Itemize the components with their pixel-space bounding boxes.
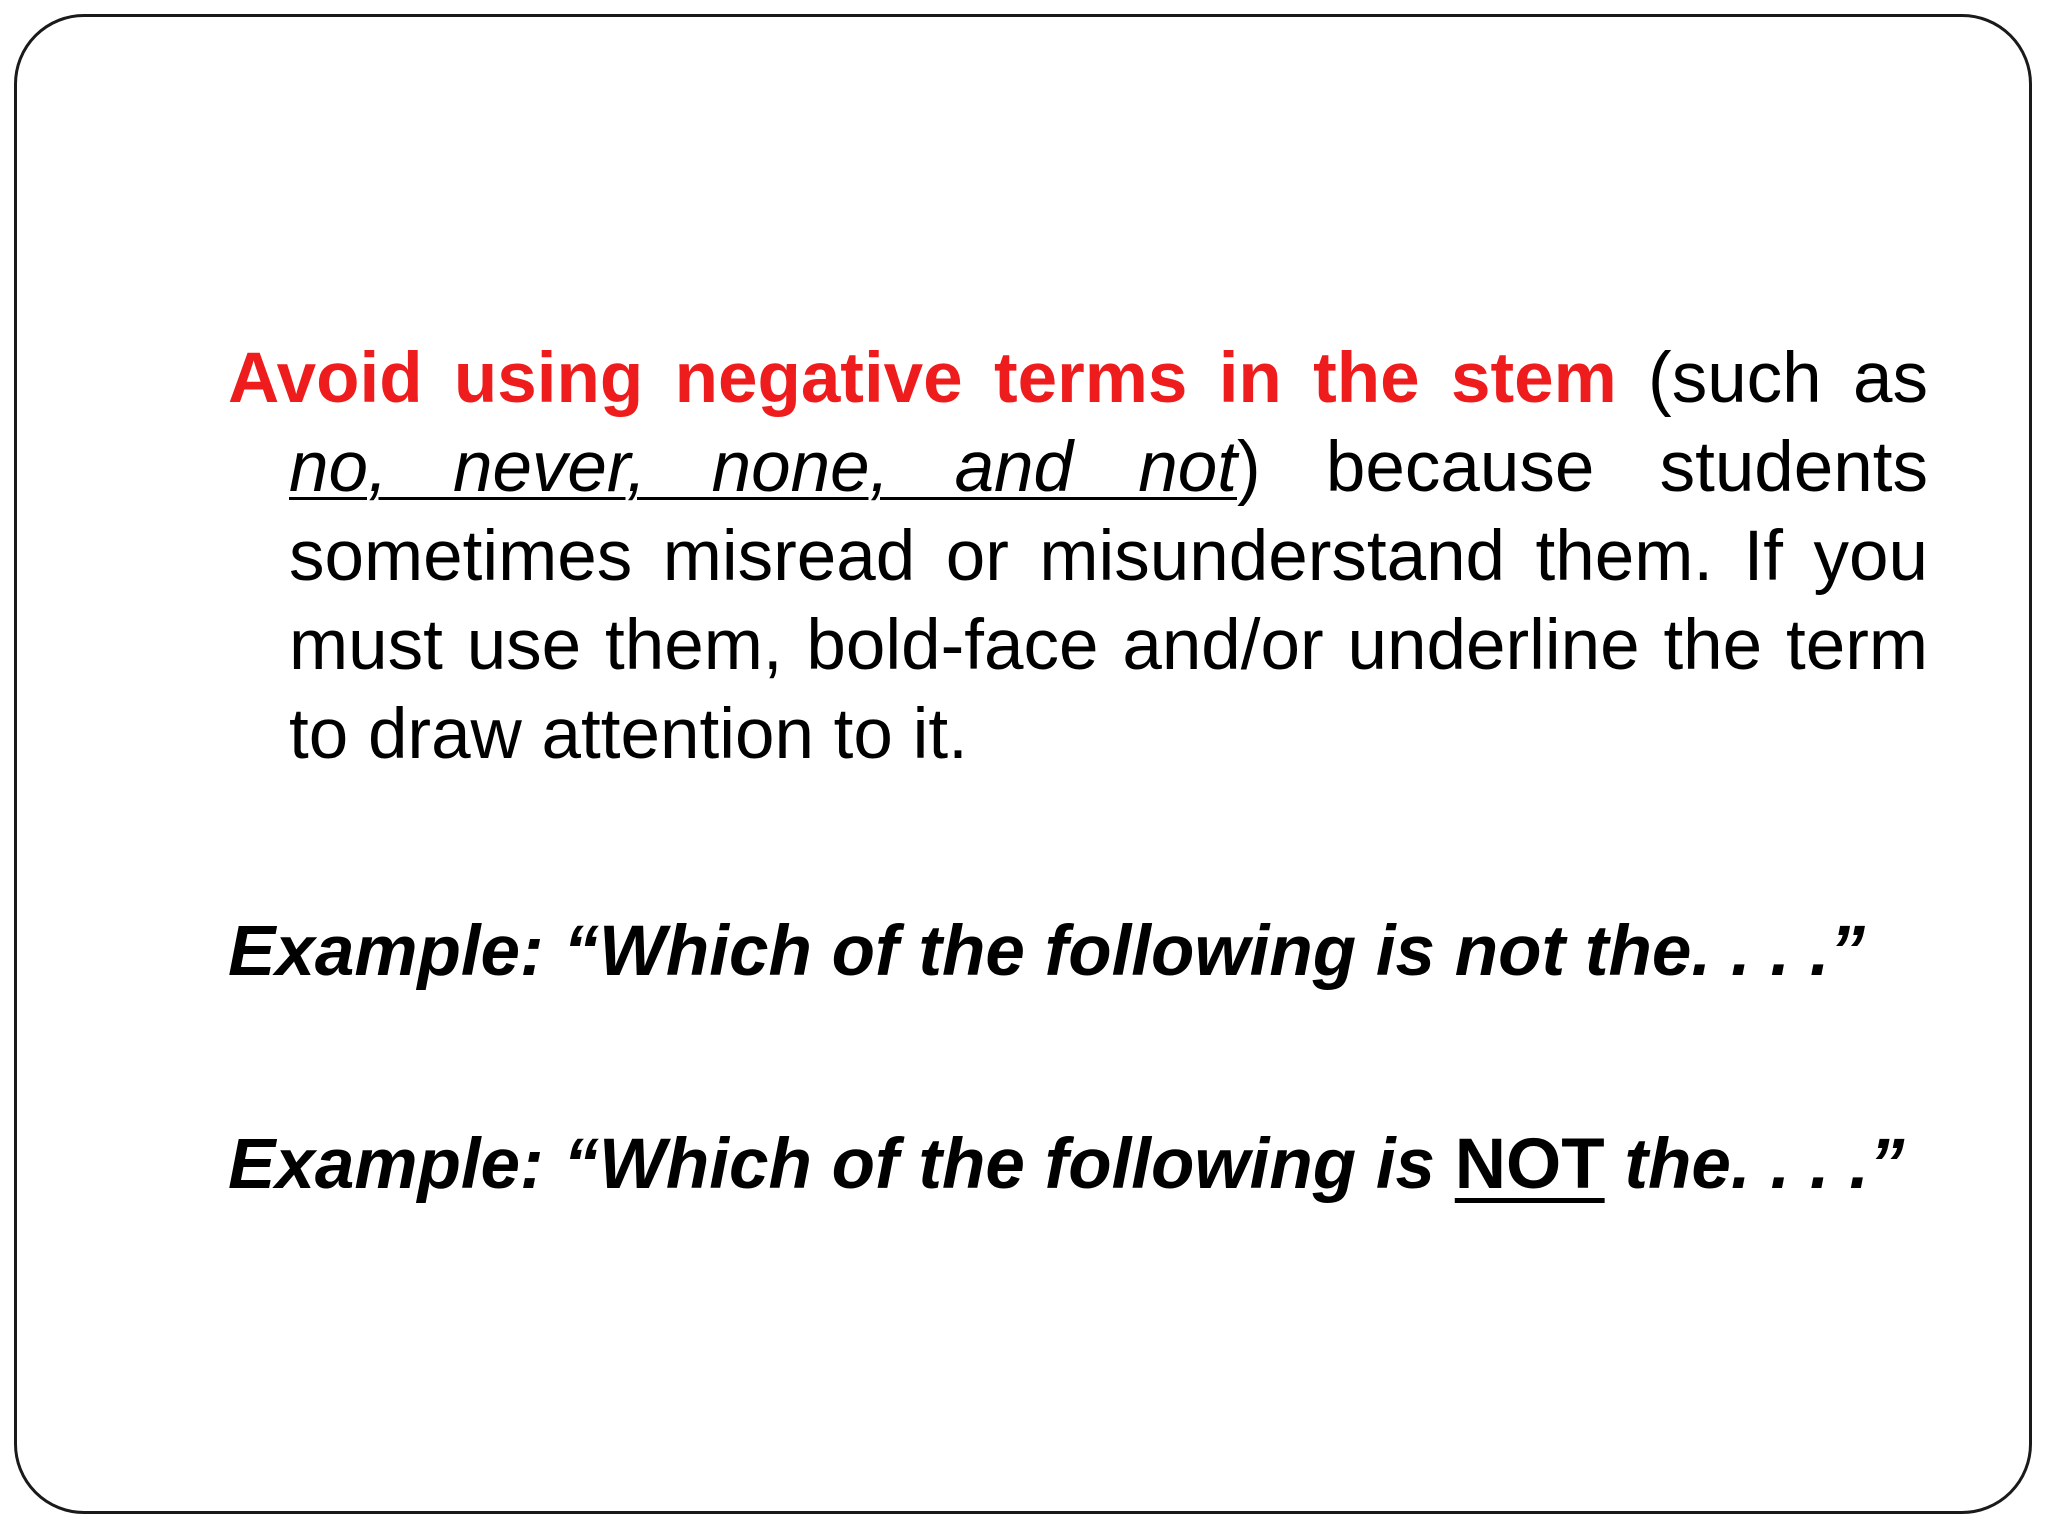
guideline-text-after: ) because students sometimes misread or misunderstand them. If you must use them, bold-face and/or underline the term to draw attention to it. [289,428,1928,774]
negative-terms: no, never, none, and not [289,428,1237,507]
guideline-text-before: (such as [1616,339,1928,418]
example-2-text-before: Example: “Which of the following is [228,1125,1455,1204]
example-uppercase-not [228,1120,1929,1209]
guideline-paragraph [228,334,1928,779]
guideline-highlight: Avoid using negative terms in the stem [228,339,1617,418]
slide-content [228,334,1928,1209]
example-lowercase-not: Example: “Which of the following is not the. . . .” [228,912,1865,991]
example-2-text-after: the. . . .” [1604,1125,1905,1204]
not-emphasis: NOT [1454,1125,1605,1204]
